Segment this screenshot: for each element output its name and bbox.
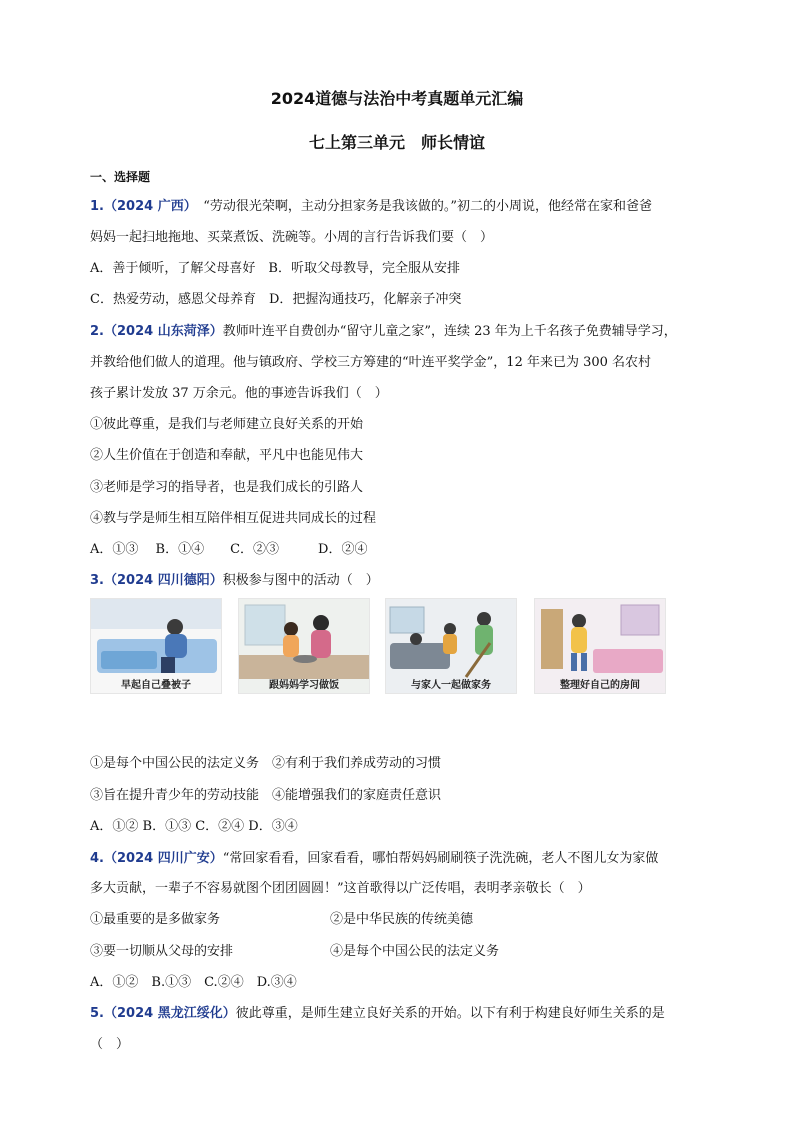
q4-line1	[90, 850, 658, 868]
q3-caption-1: 早起自己叠被子	[121, 680, 191, 691]
q5-text1: 彼此尊重，是师生建立良好关系的开始。以下有利于构建良好师生关系的是	[235, 1006, 665, 1021]
q1-source: （2024 广西）	[103, 199, 191, 214]
q4-statement-2: ②是中华民族的传统美德	[330, 912, 474, 927]
q3-caption-2: 跟妈妈学习做饭	[269, 680, 339, 691]
q4-options: A．①② B.①③ C.②④ D.③④	[90, 975, 297, 990]
q3-picture-tidy-room	[534, 598, 666, 694]
q1-options-cd	[90, 291, 461, 309]
q2-statement-1: ①彼此尊重，是我们与老师建立良好关系的开始	[90, 417, 364, 432]
q1-option-c: C．热爱劳动，感恩父母养育	[90, 292, 256, 307]
q4-source: （2024 四川广安）	[103, 851, 223, 866]
q3-caption-3: 与家人一起做家务	[411, 680, 491, 691]
q3-options: A．①② B．①③ C．②④ D．③④	[90, 819, 298, 834]
q3-statements-12: ①是每个中国公民的法定义务 ②有利于我们养成劳动的习惯	[90, 756, 442, 771]
q1-option-a: A．善于倾听，了解父母喜好	[90, 261, 256, 276]
q4-text1: “常回家看看，回家看看，哪怕帮妈妈刷刷筷子洗洗碗，老人不图儿女为家做	[222, 851, 659, 866]
q3-source: （2024 四川德阳）	[103, 573, 223, 588]
q3-number: 3.	[90, 573, 104, 588]
q2-number: 2.	[90, 324, 104, 339]
q3-caption-4: 整理好自己的房间	[560, 680, 640, 691]
q3-line1	[90, 572, 379, 590]
q2-line2: 并教给他们做人的道理。他与镇政府、学校三方筹建的“叶连平奖学金”，12 年来已为 300 名农村	[90, 355, 652, 370]
q3-text1: 积极参与图中的活动（ ）	[222, 573, 379, 588]
q4-statement-3: ③要一切顺从父母的安排	[90, 944, 234, 959]
q1-line2: 妈妈一起扫地拖地、买菜煮饭、洗碗等。小周的言行告诉我们要（ ）	[90, 230, 494, 245]
q2-statement-4: ④教与学是师生相互陪伴相互促进共同成长的过程	[90, 511, 377, 526]
q3-statements-34: ③旨在提升青少年的劳动技能 ④能增强我们的家庭责任意识	[90, 788, 442, 803]
page-subtitle: 七上第三单元 师长情谊	[308, 133, 485, 152]
q2-line3: 孩子累计发放 37 万余元。他的事迹告诉我们（ ）	[90, 386, 388, 401]
q3-picture-cooking	[238, 598, 370, 694]
q4-number: 4.	[90, 851, 104, 866]
section-heading: 一、选择题	[90, 170, 151, 184]
q5-source: （2024 黑龙江绥化）	[103, 1006, 236, 1021]
q1-options-ab	[90, 260, 460, 278]
q5-line1	[90, 1005, 665, 1023]
q5-line2: （ ）	[90, 1037, 130, 1052]
q3-picture-fold-quilt	[90, 598, 222, 694]
page-title: 2024道德与法治中考真题单元汇编	[270, 89, 524, 108]
q1-number: 1.	[90, 199, 104, 214]
q1-line1	[90, 198, 652, 216]
q1-text1: “劳动很光荣啊，主动分担家务是我该做的。”初二的小周说，他经常在家和爸爸	[190, 199, 652, 214]
q2-source: （2024 山东菏泽）	[103, 324, 223, 339]
q3-image-strip	[90, 598, 658, 694]
q2-options: A．①③ B．①④ C．②③ D．②④	[90, 542, 368, 557]
q3-picture-housework	[385, 598, 517, 694]
q2-statement-3: ③老师是学习的指导者，也是我们成长的引路人	[90, 480, 364, 495]
q4-statement-1: ①最重要的是多做家务	[90, 912, 221, 927]
q2-text1: 教师叶连平自费创办“留守儿童之家”，连续 23 年为上千名孩子免费辅导学习，	[222, 324, 677, 339]
q4-statement-4: ④是每个中国公民的法定义务	[330, 944, 500, 959]
q1-option-b: B．听取父母教导，完全服从安排	[268, 261, 460, 276]
q5-number: 5.	[90, 1006, 104, 1021]
q4-row-12	[90, 911, 220, 929]
q1-option-d: D．把握沟通技巧，化解亲子冲突	[268, 292, 462, 307]
q4-line2: 多大贡献，一辈子不容易就图个团团圆圆！”这首歌得以广泛传唱，表明孝亲敬长（ ）	[90, 881, 591, 896]
q2-line1	[90, 323, 677, 341]
q2-statement-2: ②人生价值在于创造和奉献，平凡中也能见伟大	[90, 448, 364, 463]
